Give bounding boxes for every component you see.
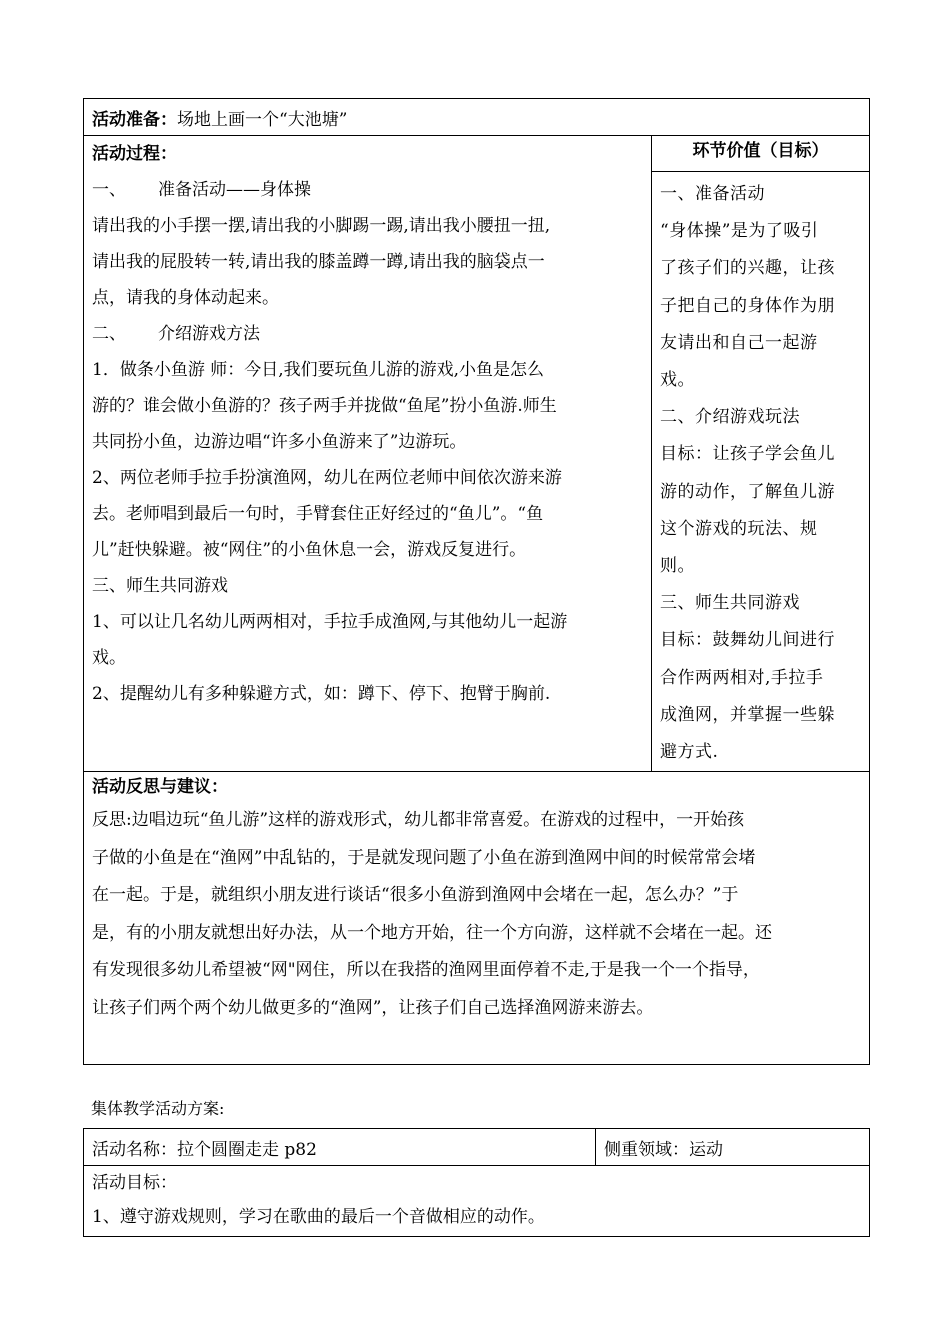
reflect-line: 让孩子们两个两个幼儿做更多的“渔网”，让孩子们自己选择渔网游来游去。: [92, 997, 654, 1018]
value-line: 合作两两相对,手拉手: [660, 667, 824, 688]
reflect-cell: [84, 772, 870, 1065]
process-line: [92, 460, 643, 496]
process-line-text: 1、可以让几名幼儿两两相对，手拉手成渔网,与其他幼儿一起游: [92, 612, 568, 632]
value-line: “身体操”是为了吸引: [660, 221, 819, 242]
reflect-label: 活动反思与建议：: [92, 777, 228, 798]
reflect-line: 有发现很多幼儿希望被“网"网住，所以在我搭的渔网里面停着不走,于是我一个一个指导，: [92, 960, 760, 981]
activity-table: [83, 98, 870, 1065]
process-line-text: 介绍游戏方法: [158, 324, 260, 344]
reflect-line: 反思:边唱边玩“鱼儿游”这样的游戏形式，幼儿都非常喜爱。在游戏的过程中，一开始孩: [92, 810, 745, 831]
value-line: 三、师生共同游戏: [660, 593, 800, 614]
goal-label: 活动目标：: [92, 1173, 177, 1193]
plan-caption: 集体教学活动方案:: [91, 1099, 225, 1118]
process-line: [92, 424, 643, 460]
process-line-text: 2、两位老师手拉手扮演渔网，幼儿在两位老师中间依次游来游: [92, 468, 562, 488]
process-line-number: 一、: [92, 180, 126, 200]
process-line-text: 2、提醒幼儿有多种躲避方式，如：蹲下、停下、抱臂于胸前.: [92, 684, 551, 704]
value-line: 了孩子们的兴趣，让孩: [660, 258, 835, 279]
process-line: [92, 244, 643, 280]
value-line: 避方式.: [660, 742, 719, 763]
value-line: 游的动作，了解鱼儿游: [660, 481, 835, 502]
process-line-text: 准备活动——身体操: [158, 180, 311, 200]
plan-table: [83, 1128, 870, 1237]
process-line-text: 1．做条小鱼游 师：今日,我们要玩鱼儿游的游戏,小鱼是怎么: [92, 360, 545, 380]
process-line-text: 共同扮小鱼，边游边唱“许多小鱼游来了”边游玩。: [92, 432, 467, 452]
process-lines: [92, 172, 643, 712]
value-cell: [652, 136, 870, 772]
value-line: 这个游戏的玩法、规: [660, 518, 818, 539]
process-line-text: 三、师生共同游戏: [92, 576, 228, 596]
process-line-text: 游的？谁会做小鱼游的？孩子两手并拢做“鱼尾”扮小鱼游.师生: [92, 396, 557, 416]
process-line-text: 点，请我的身体动起来。: [92, 288, 279, 308]
plan-name-row: [84, 1129, 870, 1166]
value-lines: [652, 172, 869, 771]
process-line-text: 去。老师唱到最后一句时，手臂套住正好经过的“鱼儿”。“鱼: [92, 504, 544, 524]
value-line: 子把自己的身体作为朋: [660, 295, 835, 316]
value-line: 一、准备活动: [660, 184, 765, 204]
process-line: [92, 496, 643, 532]
value-line: 戏。: [660, 370, 695, 391]
value-line: 目标：鼓舞幼儿间进行: [660, 630, 835, 651]
process-line: [92, 172, 643, 208]
process-line-text: 儿”赶快躲避。被“网住”的小鱼休息一会，游戏反复进行。: [92, 540, 527, 560]
prep-row: [84, 99, 870, 136]
reflect-line: 子做的小鱼是在“渔网”中乱钻的，于是就发现问题了小鱼在游到渔网中间的时候常常会堵: [92, 847, 756, 868]
prep-cell: [84, 99, 870, 136]
value-line: 则。: [660, 556, 695, 577]
reflect-line: 是，有的小朋友就想出好办法，从一个地方开始，往一个方向游，这样就不会堵在一起。还: [92, 922, 772, 943]
process-line-text: 请出我的屁股转一转,请出我的膝盖蹲一蹲,请出我的脑袋点一: [92, 252, 545, 272]
reflect-lines: [92, 802, 861, 1027]
prep-label: 活动准备：: [92, 109, 177, 130]
value-line: 友请出和自己一起游: [660, 332, 818, 353]
process-line: [92, 316, 643, 352]
process-line: [92, 208, 643, 244]
prep-text: 场地上画一个“大池塘”: [177, 109, 348, 130]
plan-goal-row: [84, 1166, 870, 1237]
process-cell: [84, 136, 652, 772]
value-line: 二、介绍游戏玩法: [660, 407, 800, 428]
goal-cell: [84, 1166, 870, 1237]
value-header: 环节价值（目标）: [652, 136, 869, 172]
activity-name-cell: 活动名称：拉个圆圈走走 p82: [84, 1129, 596, 1166]
process-line: [92, 676, 643, 712]
process-line: [92, 568, 643, 604]
reflect-line: 在一起。于是，就组织小朋友进行谈话“很多小鱼游到渔网中会堵在一起，怎么办？”于: [92, 885, 739, 906]
domain-cell: 侧重领域：运动: [596, 1129, 870, 1166]
process-line: [92, 352, 643, 388]
value-line: 成渔网，并掌握一些躲: [660, 704, 835, 725]
process-line: [92, 532, 643, 568]
process-line-text: 请出我的小手摆一摆,请出我的小脚踢一踢,请出我小腰扭一扭,: [92, 216, 551, 236]
value-line: 目标：让孩子学会鱼儿: [660, 444, 835, 465]
process-label: 活动过程：: [92, 144, 177, 164]
process-row: [84, 136, 870, 772]
process-line: [92, 604, 643, 640]
reflect-row: [84, 772, 870, 1065]
process-line-text: 戏。: [92, 648, 126, 668]
goal-text: 1、遵守游戏规则，学习在歌曲的最后一个音做相应的动作。: [92, 1207, 545, 1227]
process-line-number: 二、: [92, 324, 126, 344]
process-line: [92, 640, 643, 676]
process-line: [92, 388, 643, 424]
process-line: [92, 280, 643, 316]
